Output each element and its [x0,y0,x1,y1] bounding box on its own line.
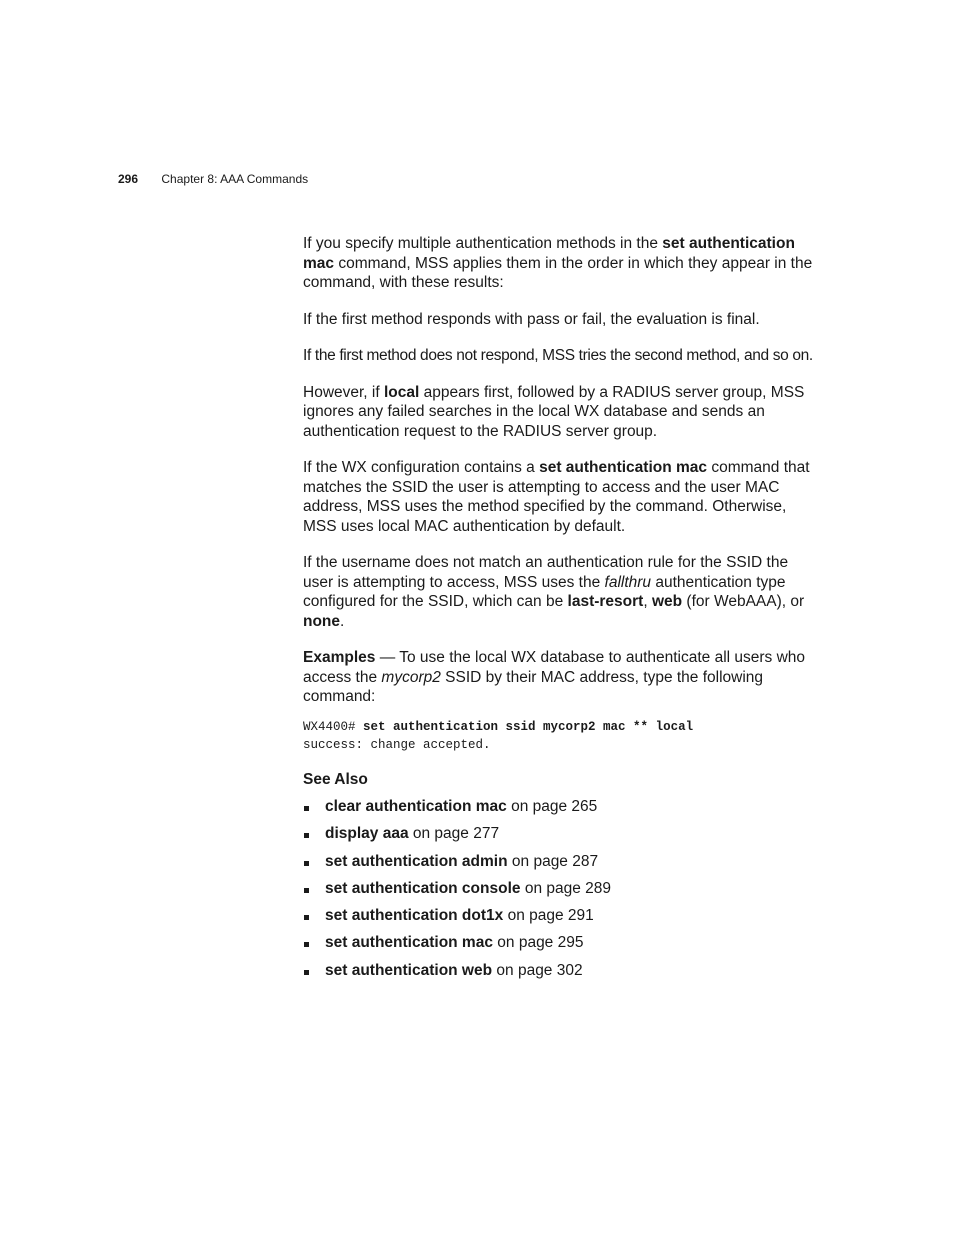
text: — To use the local WX database to authenticate all users who access the [303,649,806,686]
bullet-icon [304,806,309,811]
page-reference: on page 295 [492,934,584,952]
see-also-item [303,879,818,899]
ssid-name: mycorp2 [381,668,441,686]
keyword-none: none [303,612,341,630]
see-also-command: clear authentication mac [325,798,507,815]
code-example [303,718,818,754]
page-reference: on page 302 [492,961,583,979]
see-also-command: set authentication mac [325,934,493,952]
see-also-command: set authentication admin [325,852,508,870]
bullet-icon [304,942,309,947]
see-also-command: set authentication web [325,961,493,979]
see-also-item [303,906,818,926]
term-fallthru: fallthru [604,573,652,591]
text: If you specify multiple authentication methods in the [303,235,663,252]
keyword-last-resort: last-resort [567,593,644,610]
text: If the username does not match an authentication rule for the SSID the user is attempting to access, MSS uses the [303,554,789,591]
text: appears first, followed by a RADIUS server group, MSS ignores any failed searches in the local WX database and sends an authentication request to the RADIUS server group. [303,383,805,440]
command-name: set authentication mac [539,459,708,476]
see-also-item [303,961,818,981]
text: SSID by their MAC address, type the following command: [303,668,764,705]
see-also-item [303,933,818,953]
text: command, MSS applies them in the order in which they appear in the command, with these results: [303,254,813,291]
text: . [340,612,345,630]
bullet-icon [304,915,309,920]
see-also-item [303,824,818,844]
page-reference: on page 265 [506,798,598,815]
cli-prompt: WX4400# [303,719,364,734]
see-also-item [303,797,818,817]
see-also-list [303,797,818,980]
text: , [643,593,652,610]
bullet-icon [304,833,309,838]
page-reference: on page 277 [408,825,500,843]
text: authentication type configured for the SSID, which can be [303,573,786,610]
page-reference: on page 287 [507,852,599,870]
keyword-local: local [383,383,420,401]
paragraph-second-method: If the first method does not respond, MSS tries the second method, and so on. [303,347,813,364]
page-reference: on page 289 [520,879,612,897]
bullet-icon [304,970,309,975]
see-also-item [303,852,818,872]
see-also-heading: See Also [303,770,368,788]
see-also-command: display aaa [325,825,409,843]
bullet-icon [304,888,309,893]
page-reference: on page 291 [503,907,594,925]
text: (for WebAAA), or [682,593,805,610]
paragraph-examples [303,648,818,707]
chapter-title: Chapter 8: AAA Commands [161,172,309,186]
bullet-icon [304,861,309,866]
page-number: 296 [118,172,139,186]
text: command that matches the SSID the user is attempting to access and the user MAC address, MSS uses the method specified by the command. Otherwise, MSS uses local MAC authentication by default. [303,459,810,535]
paragraph-wx-configuration [303,458,818,536]
cli-output: success: change accepted. [303,737,491,752]
paragraph-local-first [303,383,818,442]
text: If the WX configuration contains a [303,459,540,476]
keyword-web: web [651,593,683,610]
paragraph-fallthru [303,553,818,631]
see-also-command: set authentication dot1x [325,907,504,925]
paragraph-first-method: If the first method responds with pass or fail, the evaluation is final. [303,310,760,328]
page-header [118,172,308,186]
command-name: set authentication mac [303,235,795,272]
examples-label: Examples [303,649,376,666]
see-also-command: set authentication console [325,879,521,897]
paragraph-multiple-methods [303,234,818,293]
text: However, if [303,383,384,401]
body-content [303,234,818,988]
cli-command: set authentication ssid mycorp2 mac ** local [363,719,694,734]
